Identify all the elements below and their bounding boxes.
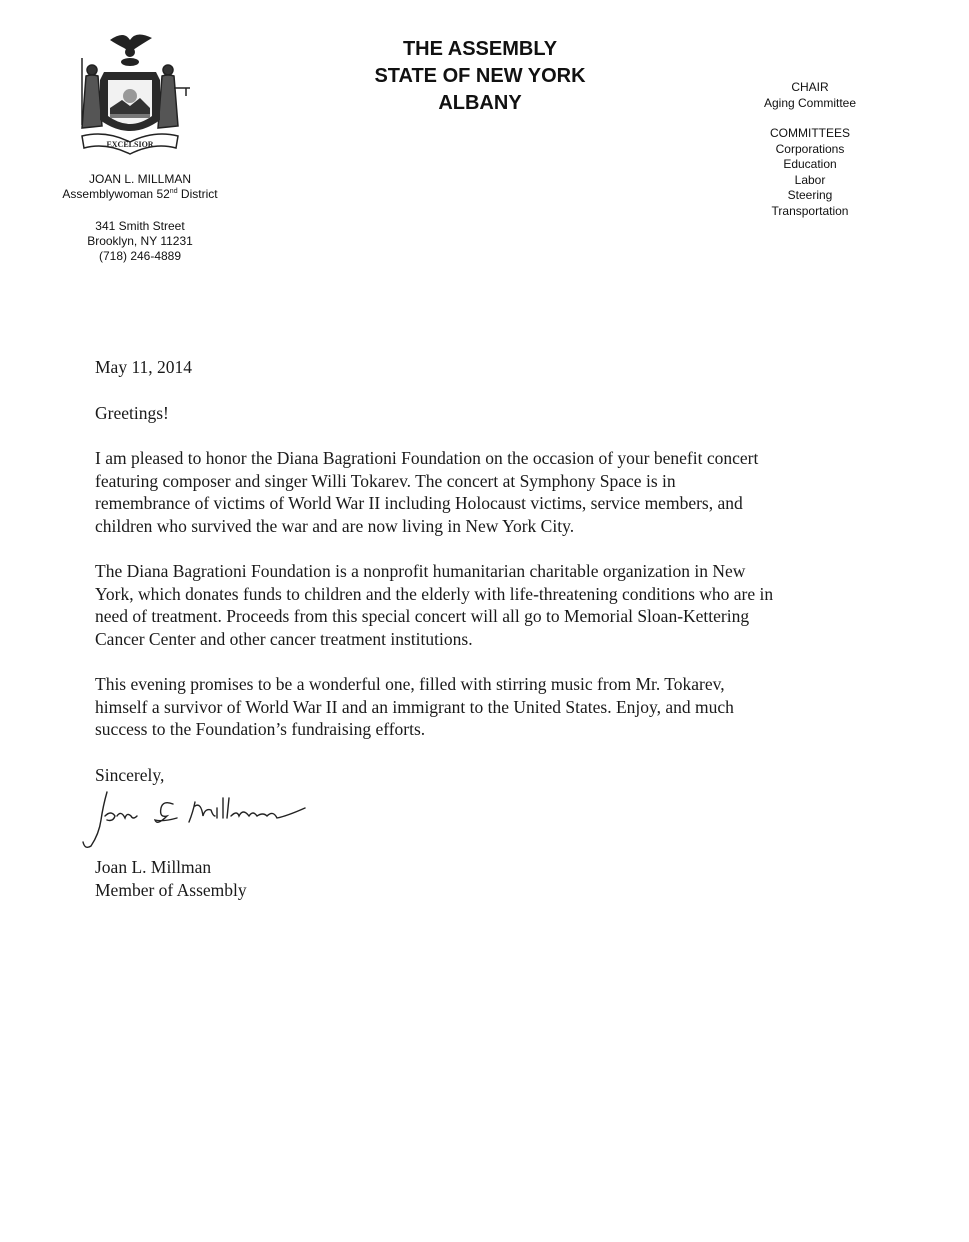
committee-item: Transportation [771, 203, 849, 218]
paragraph-2 [95, 560, 895, 650]
address-line-1: 341 Smith Street [95, 219, 185, 233]
paragraph-line: children who survived the war and are now living in New York City. [95, 515, 575, 536]
paragraph-line: The Diana Bagrationi Foundation is a nonprofit humanitarian charitable organization in New [95, 561, 746, 581]
title-line-1: THE ASSEMBLY [402, 38, 558, 60]
paragraph-3 [95, 673, 895, 741]
committees-heading: COMMITTEES [770, 126, 850, 140]
paragraph-line: need of treatment. Proceeds from this special concert will all go to Memorial Sloan-Kettering [95, 606, 750, 626]
paragraph-line: featuring composer and singer Willi Tokarev. The concert at Symphony Space is in [95, 470, 676, 491]
paragraph-line: York, which donates funds to children and the elderly with life-threatening conditions who are in [95, 583, 774, 604]
title-line-2: STATE OF NEW YORK [374, 65, 586, 87]
committee-item: Education [783, 157, 837, 171]
paragraph-line: himself a survivor of World War II and an immigrant to the United States. Enjoy, and much [95, 696, 734, 717]
justice-figure-icon [158, 65, 190, 128]
new-york-state-seal-icon [66, 30, 194, 160]
committee-item: Steering [787, 188, 833, 202]
paragraph-line: success to the Foundation’s fundraising efforts. [95, 719, 426, 739]
liberty-figure-icon [82, 58, 102, 128]
letter-date: May 11, 2014 [95, 357, 193, 377]
paragraph-line: I am pleased to honor the Diana Bagrationi Foundation on the occasion of your benefit concert [95, 448, 759, 468]
excelsior-banner [82, 134, 178, 154]
paragraph-1 [95, 447, 895, 537]
address-line-2: Brooklyn, NY 11231 [87, 234, 193, 248]
seal-motto: EXCELSIOR [106, 140, 154, 149]
sender-title: Assemblywoman 52nd District [62, 187, 218, 201]
committee-item: Labor [794, 172, 826, 187]
paragraph-line: remembrance of victims of World War II including Holocaust victims, service members, and [95, 493, 743, 513]
phone-number: (718) 246-4889 [98, 249, 182, 263]
letter-closing: Sincerely, [95, 764, 165, 785]
paragraph-line: This evening promises to be a wonderful one, filled with stirring music from Mr. Tokarev, [95, 674, 725, 694]
letter-greeting: Greetings! [95, 402, 169, 423]
shield-icon [100, 72, 160, 131]
eagle-icon [110, 34, 152, 66]
committee-item: Corporations [775, 141, 845, 156]
committee-info [740, 80, 880, 219]
letter-body [95, 356, 895, 901]
handwritten-signature-icon [77, 786, 337, 856]
letterhead-title [330, 36, 630, 117]
title-line-3: ALBANY [438, 92, 522, 114]
signer-title: Member of Assembly [95, 879, 247, 900]
signer-name: Joan L. Millman [95, 857, 212, 877]
chair-committee: Aging Committee [763, 95, 857, 110]
sender-info [40, 172, 240, 264]
chair-heading: CHAIR [791, 80, 829, 94]
paragraph-line: Cancer Center and other cancer treatment institutions. [95, 628, 473, 649]
sender-name: JOAN L. MILLMAN [88, 172, 192, 186]
